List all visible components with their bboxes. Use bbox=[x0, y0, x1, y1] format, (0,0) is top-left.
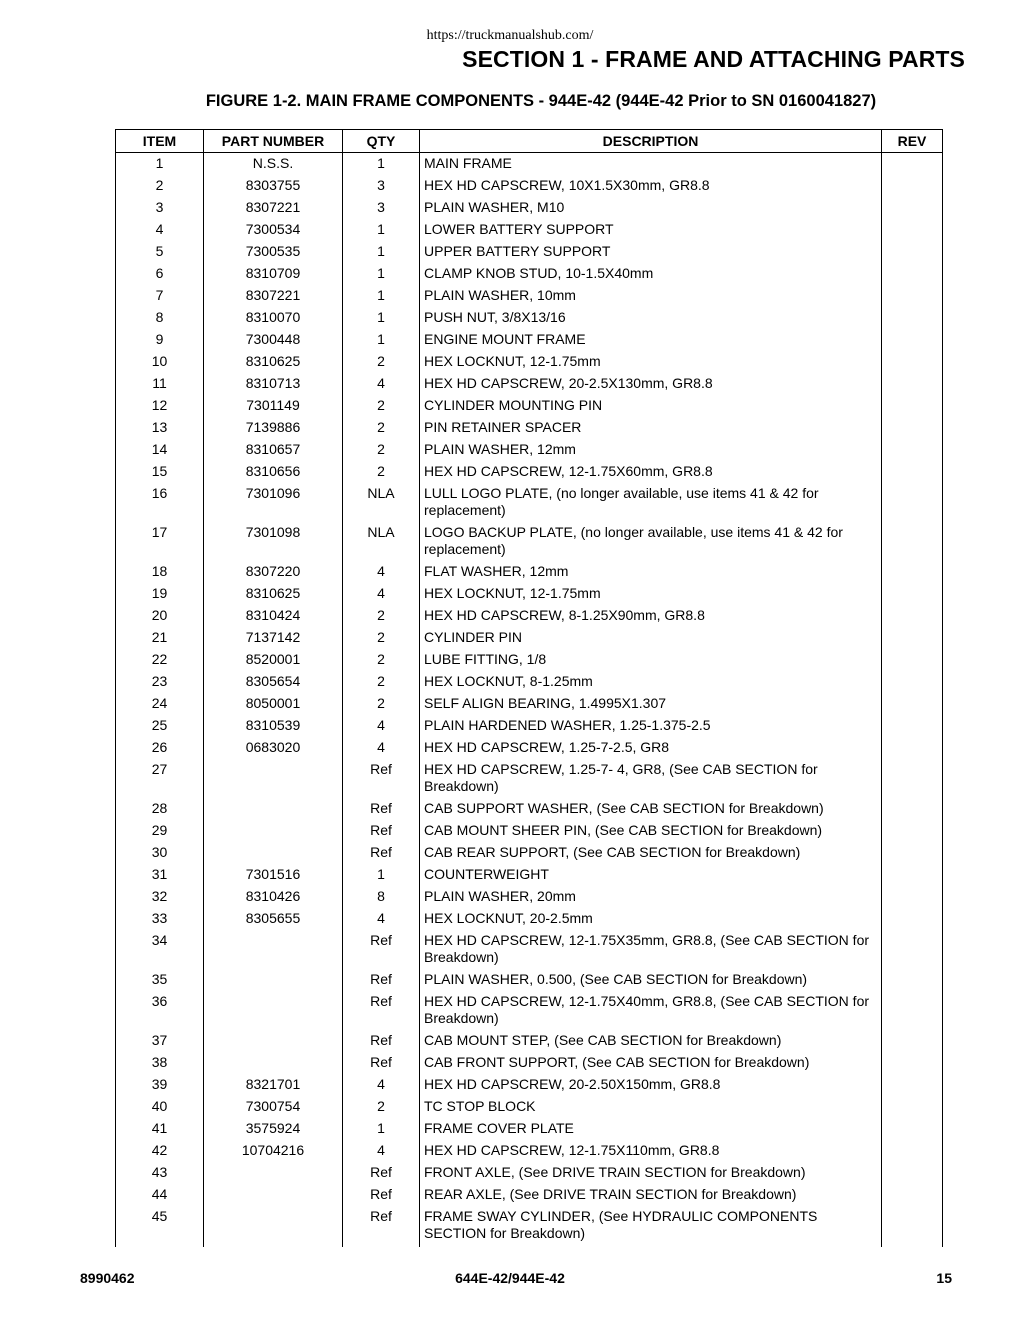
item-cell: 27 bbox=[116, 759, 204, 798]
item-cell: 36 bbox=[116, 991, 204, 1030]
qty-cell: 2 bbox=[343, 417, 420, 439]
item-cell: 7 bbox=[116, 285, 204, 307]
rev-cell bbox=[882, 583, 943, 605]
description-cell: HEX HD CAPSCREW, 1.25-7- 4, GR8, (See CAB SECTION for Breakdown) bbox=[420, 759, 882, 798]
section-title: SECTION 1 - FRAME AND ATTACHING PARTS bbox=[462, 46, 965, 72]
table-row bbox=[116, 1030, 943, 1052]
qty-cell: 8 bbox=[343, 886, 420, 908]
table-row bbox=[116, 1096, 943, 1118]
description-cell: HEX HD CAPSCREW, 12-1.75X60mm, GR8.8 bbox=[420, 461, 882, 483]
table-row bbox=[116, 649, 943, 671]
description-cell: FRONT AXLE, (See DRIVE TRAIN SECTION for Breakdown) bbox=[420, 1162, 882, 1184]
description-cell: HEX LOCKNUT, 12-1.75mm bbox=[420, 583, 882, 605]
table-row bbox=[116, 417, 943, 439]
rev-cell bbox=[882, 561, 943, 583]
rev-cell bbox=[882, 439, 943, 461]
table-row bbox=[116, 461, 943, 483]
part-number-cell bbox=[204, 1030, 343, 1052]
rev-cell bbox=[882, 737, 943, 759]
qty-cell: 3 bbox=[343, 175, 420, 197]
description-cell: ENGINE MOUNT FRAME bbox=[420, 329, 882, 351]
qty-cell: Ref bbox=[343, 798, 420, 820]
rev-cell bbox=[882, 1206, 943, 1247]
table-row bbox=[116, 820, 943, 842]
rev-cell bbox=[882, 798, 943, 820]
item-cell: 9 bbox=[116, 329, 204, 351]
item-cell: 17 bbox=[116, 522, 204, 561]
part-number-cell: 7137142 bbox=[204, 627, 343, 649]
rev-cell bbox=[882, 241, 943, 263]
table-row bbox=[116, 715, 943, 737]
description-cell: PLAIN WASHER, 12mm bbox=[420, 439, 882, 461]
qty-cell: 1 bbox=[343, 285, 420, 307]
rev-cell bbox=[882, 1162, 943, 1184]
rev-cell bbox=[882, 522, 943, 561]
qty-cell: 2 bbox=[343, 671, 420, 693]
table-row bbox=[116, 1184, 943, 1206]
rev-cell bbox=[882, 1074, 943, 1096]
table-row bbox=[116, 798, 943, 820]
item-cell: 12 bbox=[116, 395, 204, 417]
part-number-cell: 8310424 bbox=[204, 605, 343, 627]
rev-cell bbox=[882, 175, 943, 197]
rev-cell bbox=[882, 991, 943, 1030]
parts-table-header bbox=[116, 130, 943, 153]
header-part-number: PART NUMBER bbox=[204, 130, 343, 153]
header-rev: REV bbox=[882, 130, 943, 153]
part-number-cell: 7301096 bbox=[204, 483, 343, 522]
part-number-cell: N.S.S. bbox=[204, 153, 343, 176]
part-number-cell: 8310709 bbox=[204, 263, 343, 285]
rev-cell bbox=[882, 1096, 943, 1118]
table-row bbox=[116, 583, 943, 605]
part-number-cell: 7139886 bbox=[204, 417, 343, 439]
item-cell: 2 bbox=[116, 175, 204, 197]
parts-table bbox=[115, 129, 943, 1247]
part-number-cell bbox=[204, 969, 343, 991]
rev-cell bbox=[882, 605, 943, 627]
table-row bbox=[116, 1140, 943, 1162]
part-number-cell: 8305654 bbox=[204, 671, 343, 693]
part-number-cell: 7300754 bbox=[204, 1096, 343, 1118]
part-number-cell: 7301098 bbox=[204, 522, 343, 561]
part-number-cell: 8307220 bbox=[204, 561, 343, 583]
item-cell: 5 bbox=[116, 241, 204, 263]
item-cell: 20 bbox=[116, 605, 204, 627]
part-number-cell bbox=[204, 1162, 343, 1184]
qty-cell: Ref bbox=[343, 930, 420, 969]
part-number-cell: 8321701 bbox=[204, 1074, 343, 1096]
table-row bbox=[116, 219, 943, 241]
description-cell: CAB FRONT SUPPORT, (See CAB SECTION for Breakdown) bbox=[420, 1052, 882, 1074]
rev-cell bbox=[882, 715, 943, 737]
part-number-cell bbox=[204, 1206, 343, 1247]
rev-cell bbox=[882, 197, 943, 219]
description-cell: HEX HD CAPSCREW, 12-1.75X40mm, GR8.8, (See CAB SECTION for Breakdown) bbox=[420, 991, 882, 1030]
item-cell: 22 bbox=[116, 649, 204, 671]
qty-cell: 2 bbox=[343, 627, 420, 649]
qty-cell: NLA bbox=[343, 483, 420, 522]
rev-cell bbox=[882, 820, 943, 842]
item-cell: 34 bbox=[116, 930, 204, 969]
item-cell: 4 bbox=[116, 219, 204, 241]
table-row bbox=[116, 153, 943, 176]
rev-cell bbox=[882, 153, 943, 176]
qty-cell: 4 bbox=[343, 737, 420, 759]
header-item: ITEM bbox=[116, 130, 204, 153]
table-row bbox=[116, 1162, 943, 1184]
table-row bbox=[116, 886, 943, 908]
rev-cell bbox=[882, 461, 943, 483]
rev-cell bbox=[882, 930, 943, 969]
part-number-cell: 8310656 bbox=[204, 461, 343, 483]
item-cell: 8 bbox=[116, 307, 204, 329]
rev-cell bbox=[882, 483, 943, 522]
item-cell: 26 bbox=[116, 737, 204, 759]
table-row bbox=[116, 737, 943, 759]
qty-cell: 2 bbox=[343, 395, 420, 417]
item-cell: 33 bbox=[116, 908, 204, 930]
qty-cell: 2 bbox=[343, 351, 420, 373]
item-cell: 29 bbox=[116, 820, 204, 842]
item-cell: 18 bbox=[116, 561, 204, 583]
description-cell: HEX HD CAPSCREW, 12-1.75X110mm, GR8.8 bbox=[420, 1140, 882, 1162]
item-cell: 41 bbox=[116, 1118, 204, 1140]
table-row bbox=[116, 175, 943, 197]
footer-page-number: 15 bbox=[936, 1270, 952, 1286]
qty-cell: 1 bbox=[343, 263, 420, 285]
part-number-cell: 8307221 bbox=[204, 285, 343, 307]
description-cell: COUNTERWEIGHT bbox=[420, 864, 882, 886]
part-number-cell: 8310625 bbox=[204, 351, 343, 373]
qty-cell: NLA bbox=[343, 522, 420, 561]
item-cell: 6 bbox=[116, 263, 204, 285]
rev-cell bbox=[882, 1184, 943, 1206]
qty-cell: 1 bbox=[343, 329, 420, 351]
rev-cell bbox=[882, 1030, 943, 1052]
description-cell: HEX HD CAPSCREW, 8-1.25X90mm, GR8.8 bbox=[420, 605, 882, 627]
qty-cell: 1 bbox=[343, 864, 420, 886]
description-cell: PLAIN WASHER, 20mm bbox=[420, 886, 882, 908]
part-number-cell: 8310426 bbox=[204, 886, 343, 908]
qty-cell: 4 bbox=[343, 1140, 420, 1162]
description-cell: CYLINDER PIN bbox=[420, 627, 882, 649]
part-number-cell: 7301149 bbox=[204, 395, 343, 417]
description-cell: LUBE FITTING, 1/8 bbox=[420, 649, 882, 671]
table-row bbox=[116, 483, 943, 522]
qty-cell: 2 bbox=[343, 693, 420, 715]
item-cell: 21 bbox=[116, 627, 204, 649]
item-cell: 43 bbox=[116, 1162, 204, 1184]
part-number-cell: 10704216 bbox=[204, 1140, 343, 1162]
table-row bbox=[116, 991, 943, 1030]
qty-cell: 1 bbox=[343, 241, 420, 263]
rev-cell bbox=[882, 417, 943, 439]
qty-cell: 2 bbox=[343, 439, 420, 461]
item-cell: 23 bbox=[116, 671, 204, 693]
description-cell: HEX LOCKNUT, 20-2.5mm bbox=[420, 908, 882, 930]
qty-cell: 4 bbox=[343, 908, 420, 930]
item-cell: 28 bbox=[116, 798, 204, 820]
description-cell: HEX LOCKNUT, 8-1.25mm bbox=[420, 671, 882, 693]
qty-cell: 1 bbox=[343, 153, 420, 176]
part-number-cell: 0683020 bbox=[204, 737, 343, 759]
description-cell: PUSH NUT, 3/8X13/16 bbox=[420, 307, 882, 329]
item-cell: 37 bbox=[116, 1030, 204, 1052]
rev-cell bbox=[882, 329, 943, 351]
description-cell: CAB MOUNT STEP, (See CAB SECTION for Breakdown) bbox=[420, 1030, 882, 1052]
part-number-cell bbox=[204, 759, 343, 798]
table-row bbox=[116, 1074, 943, 1096]
footer-model: 644E-42/944E-42 bbox=[455, 1270, 565, 1286]
qty-cell: 2 bbox=[343, 649, 420, 671]
table-row bbox=[116, 1052, 943, 1074]
description-cell: HEX HD CAPSCREW, 1.25-7-2.5, GR8 bbox=[420, 737, 882, 759]
table-row bbox=[116, 263, 943, 285]
description-cell: CAB MOUNT SHEER PIN, (See CAB SECTION for Breakdown) bbox=[420, 820, 882, 842]
part-number-cell: 7300448 bbox=[204, 329, 343, 351]
table-row bbox=[116, 605, 943, 627]
part-number-cell: 8303755 bbox=[204, 175, 343, 197]
part-number-cell: 7300535 bbox=[204, 241, 343, 263]
part-number-cell: 8310713 bbox=[204, 373, 343, 395]
part-number-cell: 3575924 bbox=[204, 1118, 343, 1140]
table-row bbox=[116, 439, 943, 461]
description-cell: PLAIN WASHER, 10mm bbox=[420, 285, 882, 307]
rev-cell bbox=[882, 1052, 943, 1074]
table-row bbox=[116, 1206, 943, 1247]
item-cell: 44 bbox=[116, 1184, 204, 1206]
table-row bbox=[116, 930, 943, 969]
table-row bbox=[116, 759, 943, 798]
rev-cell bbox=[882, 886, 943, 908]
description-cell: UPPER BATTERY SUPPORT bbox=[420, 241, 882, 263]
item-cell: 13 bbox=[116, 417, 204, 439]
qty-cell: 2 bbox=[343, 1096, 420, 1118]
item-cell: 14 bbox=[116, 439, 204, 461]
header-description: DESCRIPTION bbox=[420, 130, 882, 153]
table-row bbox=[116, 197, 943, 219]
rev-cell bbox=[882, 649, 943, 671]
rev-cell bbox=[882, 395, 943, 417]
description-cell: HEX HD CAPSCREW, 12-1.75X35mm, GR8.8, (See CAB SECTION for Breakdown) bbox=[420, 930, 882, 969]
rev-cell bbox=[882, 263, 943, 285]
table-row bbox=[116, 522, 943, 561]
part-number-cell: 8310070 bbox=[204, 307, 343, 329]
description-cell: HEX HD CAPSCREW, 20-2.50X150mm, GR8.8 bbox=[420, 1074, 882, 1096]
qty-cell: Ref bbox=[343, 759, 420, 798]
table-row bbox=[116, 373, 943, 395]
qty-cell: 4 bbox=[343, 715, 420, 737]
header-qty: QTY bbox=[343, 130, 420, 153]
rev-cell bbox=[882, 759, 943, 798]
part-number-cell: 8520001 bbox=[204, 649, 343, 671]
qty-cell: 1 bbox=[343, 219, 420, 241]
qty-cell: 4 bbox=[343, 561, 420, 583]
item-cell: 30 bbox=[116, 842, 204, 864]
part-number-cell bbox=[204, 930, 343, 969]
qty-cell: 1 bbox=[343, 1118, 420, 1140]
qty-cell: Ref bbox=[343, 842, 420, 864]
rev-cell bbox=[882, 969, 943, 991]
qty-cell: Ref bbox=[343, 969, 420, 991]
part-number-cell bbox=[204, 842, 343, 864]
item-cell: 35 bbox=[116, 969, 204, 991]
part-number-cell: 8305655 bbox=[204, 908, 343, 930]
figure-title: FIGURE 1-2. MAIN FRAME COMPONENTS - 944E-42 (944E-42 Prior to SN 0160041827) bbox=[205, 92, 877, 110]
part-number-cell: 7300534 bbox=[204, 219, 343, 241]
header-row bbox=[116, 130, 943, 153]
table-row bbox=[116, 627, 943, 649]
rev-cell bbox=[882, 1118, 943, 1140]
description-cell: CYLINDER MOUNTING PIN bbox=[420, 395, 882, 417]
table-row bbox=[116, 671, 943, 693]
item-cell: 39 bbox=[116, 1074, 204, 1096]
rev-cell bbox=[882, 671, 943, 693]
item-cell: 38 bbox=[116, 1052, 204, 1074]
part-number-cell: 8050001 bbox=[204, 693, 343, 715]
table-row bbox=[116, 241, 943, 263]
part-number-cell: 8307221 bbox=[204, 197, 343, 219]
item-cell: 11 bbox=[116, 373, 204, 395]
item-cell: 40 bbox=[116, 1096, 204, 1118]
table-row bbox=[116, 351, 943, 373]
description-cell: TC STOP BLOCK bbox=[420, 1096, 882, 1118]
part-number-cell: 7301516 bbox=[204, 864, 343, 886]
qty-cell: 1 bbox=[343, 307, 420, 329]
qty-cell: 4 bbox=[343, 583, 420, 605]
part-number-cell: 8310657 bbox=[204, 439, 343, 461]
rev-cell bbox=[882, 307, 943, 329]
rev-cell bbox=[882, 842, 943, 864]
part-number-cell bbox=[204, 1052, 343, 1074]
description-cell: FRAME SWAY CYLINDER, (See HYDRAULIC COMPONENTS SECTION for Breakdown) bbox=[420, 1206, 882, 1247]
table-row bbox=[116, 693, 943, 715]
table-row bbox=[116, 307, 943, 329]
rev-cell bbox=[882, 908, 943, 930]
rev-cell bbox=[882, 373, 943, 395]
qty-cell: Ref bbox=[343, 1052, 420, 1074]
part-number-cell bbox=[204, 798, 343, 820]
table-row bbox=[116, 395, 943, 417]
description-cell: HEX LOCKNUT, 12-1.75mm bbox=[420, 351, 882, 373]
qty-cell: Ref bbox=[343, 991, 420, 1030]
description-cell: SELF ALIGN BEARING, 1.4995X1.307 bbox=[420, 693, 882, 715]
table-row bbox=[116, 1118, 943, 1140]
part-number-cell bbox=[204, 1184, 343, 1206]
description-cell: HEX HD CAPSCREW, 10X1.5X30mm, GR8.8 bbox=[420, 175, 882, 197]
qty-cell: 3 bbox=[343, 197, 420, 219]
item-cell: 25 bbox=[116, 715, 204, 737]
description-cell: PIN RETAINER SPACER bbox=[420, 417, 882, 439]
description-cell: LOWER BATTERY SUPPORT bbox=[420, 219, 882, 241]
description-cell: PLAIN WASHER, M10 bbox=[420, 197, 882, 219]
item-cell: 24 bbox=[116, 693, 204, 715]
item-cell: 32 bbox=[116, 886, 204, 908]
part-number-cell bbox=[204, 820, 343, 842]
qty-cell: Ref bbox=[343, 1184, 420, 1206]
qty-cell: 4 bbox=[343, 1074, 420, 1096]
rev-cell bbox=[882, 351, 943, 373]
item-cell: 15 bbox=[116, 461, 204, 483]
description-cell: PLAIN HARDENED WASHER, 1.25-1.375-2.5 bbox=[420, 715, 882, 737]
description-cell: REAR AXLE, (See DRIVE TRAIN SECTION for Breakdown) bbox=[420, 1184, 882, 1206]
table-row bbox=[116, 561, 943, 583]
table-row bbox=[116, 908, 943, 930]
part-number-cell bbox=[204, 991, 343, 1030]
description-cell: HEX HD CAPSCREW, 20-2.5X130mm, GR8.8 bbox=[420, 373, 882, 395]
source-url[interactable]: https://truckmanualshub.com/ bbox=[426, 28, 594, 43]
item-cell: 31 bbox=[116, 864, 204, 886]
rev-cell bbox=[882, 219, 943, 241]
qty-cell: 2 bbox=[343, 605, 420, 627]
part-number-cell: 8310625 bbox=[204, 583, 343, 605]
item-cell: 10 bbox=[116, 351, 204, 373]
item-cell: 19 bbox=[116, 583, 204, 605]
item-cell: 1 bbox=[116, 153, 204, 176]
qty-cell: Ref bbox=[343, 1162, 420, 1184]
description-cell: FRAME COVER PLATE bbox=[420, 1118, 882, 1140]
part-number-cell: 8310539 bbox=[204, 715, 343, 737]
item-cell: 16 bbox=[116, 483, 204, 522]
table-row bbox=[116, 969, 943, 991]
rev-cell bbox=[882, 285, 943, 307]
qty-cell: Ref bbox=[343, 820, 420, 842]
qty-cell: 2 bbox=[343, 461, 420, 483]
description-cell: LOGO BACKUP PLATE, (no longer available, use items 41 & 42 for replacement) bbox=[420, 522, 882, 561]
description-cell: CAB SUPPORT WASHER, (See CAB SECTION for Breakdown) bbox=[420, 798, 882, 820]
table-row bbox=[116, 329, 943, 351]
description-cell: FLAT WASHER, 12mm bbox=[420, 561, 882, 583]
description-cell: MAIN FRAME bbox=[420, 153, 882, 176]
rev-cell bbox=[882, 864, 943, 886]
parts-table-body bbox=[116, 153, 943, 1248]
table-row bbox=[116, 285, 943, 307]
rev-cell bbox=[882, 693, 943, 715]
item-cell: 45 bbox=[116, 1206, 204, 1247]
footer-document-number: 8990462 bbox=[80, 1270, 135, 1286]
qty-cell: 4 bbox=[343, 373, 420, 395]
qty-cell: Ref bbox=[343, 1206, 420, 1247]
rev-cell bbox=[882, 627, 943, 649]
description-cell: CAB REAR SUPPORT, (See CAB SECTION for Breakdown) bbox=[420, 842, 882, 864]
rev-cell bbox=[882, 1140, 943, 1162]
table-row bbox=[116, 864, 943, 886]
description-cell: PLAIN WASHER, 0.500, (See CAB SECTION for Breakdown) bbox=[420, 969, 882, 991]
description-cell: CLAMP KNOB STUD, 10-1.5X40mm bbox=[420, 263, 882, 285]
table-row bbox=[116, 842, 943, 864]
item-cell: 42 bbox=[116, 1140, 204, 1162]
item-cell: 3 bbox=[116, 197, 204, 219]
qty-cell: Ref bbox=[343, 1030, 420, 1052]
description-cell: LULL LOGO PLATE, (no longer available, use items 41 & 42 for replacement) bbox=[420, 483, 882, 522]
